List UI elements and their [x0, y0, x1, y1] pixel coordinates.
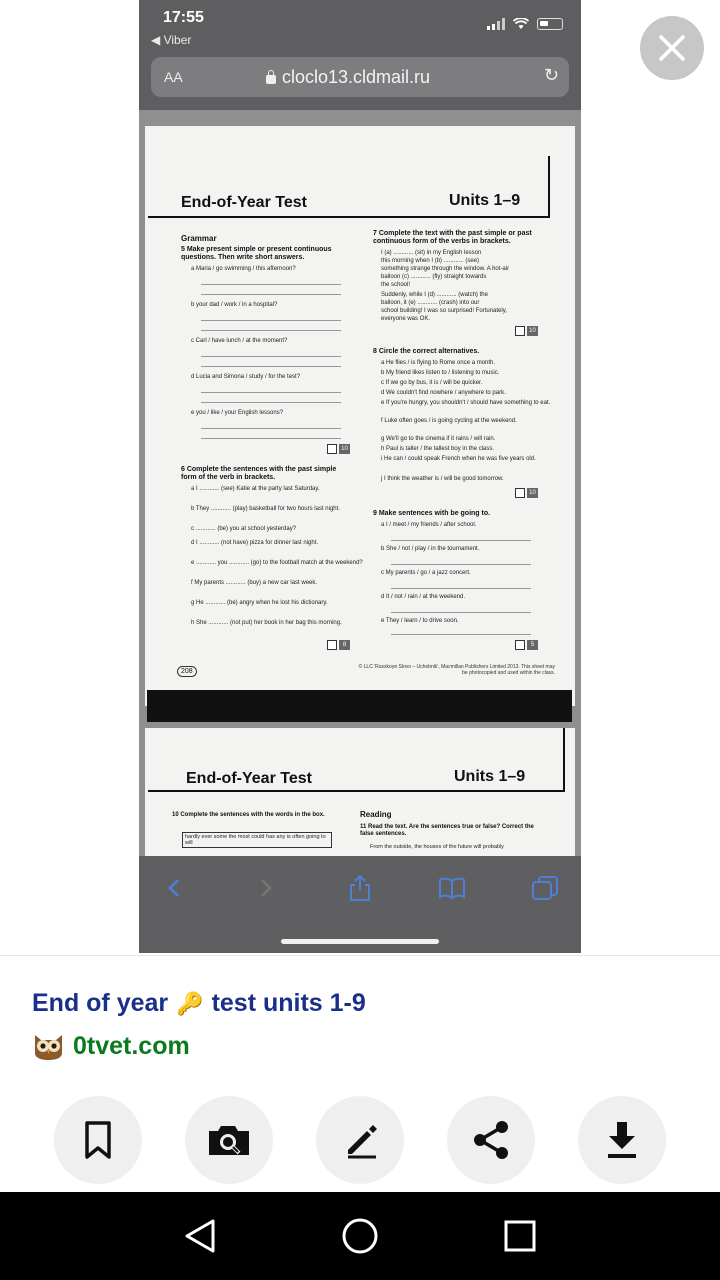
- sec7-line: Suddenly, while I (d) ............ (watch) the: [381, 292, 488, 298]
- source-text: 0tvet.com: [73, 1031, 190, 1060]
- sec5-item: a Maria / go swimming / this afternoon?: [191, 266, 296, 272]
- status-icons: [487, 18, 563, 30]
- sec9-item: a I / meet / my friends / after school.: [381, 522, 477, 528]
- image-info-panel: [0, 956, 720, 1192]
- document-area: [139, 110, 581, 856]
- worksheet-page: [145, 126, 575, 706]
- doc-title-2: End-of-Year Test: [186, 770, 312, 787]
- word-box: hardly ever some the most could has any is often going to will: [182, 832, 332, 848]
- download-button[interactable]: [578, 1096, 666, 1184]
- tabs-icon: [530, 873, 560, 903]
- sec7-line: balloon (c) ............ (fly) straight towards: [381, 274, 487, 280]
- page-gap: [147, 690, 572, 722]
- doc-units-2: Units 1–9: [454, 768, 526, 785]
- sec8-item: i He can / could speak French when he was five years old.: [381, 456, 536, 462]
- sec7-line: the school!: [381, 282, 411, 288]
- book-icon: [437, 873, 467, 903]
- sec7-line: I (a) ............ (sit) in my English lesson: [381, 250, 482, 256]
- doc-units: Units 1–9: [449, 192, 521, 209]
- edit-button[interactable]: [316, 1096, 404, 1184]
- lock-icon: [266, 75, 276, 84]
- android-back-button[interactable]: [178, 1214, 222, 1258]
- url-text-row: [266, 67, 430, 88]
- text-size-label: AA: [164, 69, 183, 85]
- score-box: [515, 326, 525, 336]
- page-number: 208: [177, 666, 197, 677]
- section6-head: 6 Complete the sentences with the past simple form of the verb in brackets.: [181, 466, 337, 482]
- score-box: [515, 488, 525, 498]
- section10-head: 10 Complete the sentences with the words in the box.: [172, 812, 325, 818]
- android-recents-button[interactable]: [498, 1214, 542, 1258]
- share-button[interactable]: [447, 1096, 535, 1184]
- action-row: [54, 1096, 666, 1184]
- section11-head: 11 Read the text. Are the sentences true or false? Correct the false sentences.: [360, 824, 534, 837]
- worksheet-page-2: [145, 728, 575, 868]
- status-time: 17:55: [163, 9, 204, 26]
- sec5-item: b your dad / work / in a hospital?: [191, 302, 278, 308]
- sec8-item: a He flies / is flying to Rome once a month.: [381, 360, 496, 366]
- reload-icon: ↻: [543, 65, 559, 85]
- sec5-item: e you / like / your English lessons?: [191, 410, 284, 416]
- sec9-item: b She / not / play / in the tournament.: [381, 546, 480, 552]
- title-text-2: test units 1-9: [211, 989, 366, 1017]
- sec6-item: a I ............ (see) Katie at the party last Saturday.: [191, 486, 320, 492]
- back-to-app: ◀ Viber: [151, 33, 192, 47]
- sec9-item: d It / not / rain / at the weekend.: [381, 594, 466, 600]
- score-value: 8: [339, 640, 350, 650]
- reading-label: Reading: [360, 810, 392, 819]
- home-indicator: [281, 939, 439, 944]
- sec7-line: balloon, it (e) ............ (crash) into our: [381, 300, 480, 306]
- wifi-icon: [513, 18, 529, 30]
- score-value: 5: [527, 640, 538, 650]
- sec6-item: f My parents ............ (buy) a new car last week.: [191, 580, 318, 586]
- image-search-button[interactable]: [185, 1096, 273, 1184]
- image-title[interactable]: [32, 989, 366, 1018]
- sec6-item: d I ............ (not have) pizza for dinner last night.: [191, 540, 319, 546]
- sec7-line: school building! I was so surprised! Fortunately,: [381, 308, 507, 314]
- signal-icon: [487, 18, 505, 30]
- android-home-button[interactable]: [338, 1214, 382, 1258]
- section7-head: 7 Complete the text with the past simple or past continuous form of the verbs in brackets.: [373, 230, 532, 246]
- sec6-item: g He ............ (be) angry when he lost his dictionary.: [191, 600, 328, 606]
- owl-logo-icon: [32, 1031, 65, 1061]
- score-value: 10: [527, 326, 538, 336]
- score-box: [515, 640, 525, 650]
- score-value: 10: [339, 444, 350, 454]
- sec5-item: d Lucia and Simona / study / for the test?: [191, 374, 301, 380]
- sec6-item: b They ............ (play) basketball for two hours last night.: [191, 506, 340, 512]
- sec7-line: something strange through the window. A hot-air: [381, 266, 510, 272]
- section9-head: 9 Make sentences with be going to.: [373, 510, 491, 517]
- download-icon: [605, 1120, 639, 1160]
- triangle-back-icon: [183, 1218, 217, 1254]
- battery-icon: [537, 18, 563, 30]
- sec8-item: g We'll go to the cinema if it rains / will rain.: [381, 436, 496, 442]
- grammar-label: Grammar: [181, 234, 217, 243]
- ios-browser-toolbar: [139, 856, 581, 953]
- pencil-icon: [340, 1120, 380, 1160]
- screenshot-image[interactable]: [139, 0, 581, 953]
- sec8-item: e If you're hungry, you shouldn't / should have something to eat.: [381, 400, 551, 406]
- ios-share-icon: [345, 873, 375, 903]
- sec9-item: e They / learn / to drive soon.: [381, 618, 459, 624]
- sec9-item: c My parents / go / a jazz concert.: [381, 570, 471, 576]
- copyright: © LLC 'Russkoye Slovo – Uchebnik', Macmillan Publishers Limited 2013. This sheet may be photocopied and used within the class.: [358, 664, 555, 676]
- sec6-item: c ............ (be) you at school yesterday?: [191, 526, 297, 532]
- sec7-line: everyone was OK.: [381, 316, 431, 322]
- title-text-1: End of year: [32, 989, 169, 1017]
- section5-head: 5 Make present simple or present continuous questions. Then write short answers.: [181, 246, 332, 262]
- ios-browser-top: [139, 0, 581, 110]
- sec7-line: this morning when I (b) ............ (see): [381, 258, 480, 264]
- bookmark-button[interactable]: [54, 1096, 142, 1184]
- sec8-item: j I think the weather is / will be good tomorrow.: [381, 476, 504, 482]
- score-value: 10: [527, 488, 538, 498]
- sec8-item: c If we go by bus, it is / will be quicker.: [381, 380, 483, 386]
- sec8-item: d We couldn't find nowhere / anywhere to park.: [381, 390, 506, 396]
- bookmark-icon: [83, 1120, 113, 1160]
- close-button[interactable]: [640, 16, 704, 80]
- close-icon: [657, 33, 687, 63]
- circle-home-icon: [341, 1217, 379, 1255]
- chevron-left-icon: [159, 873, 189, 903]
- share-icon: [471, 1119, 511, 1161]
- score-box: [327, 640, 337, 650]
- square-recents-icon: [503, 1219, 537, 1253]
- sec8-item: h Paul is taller / the tallest boy in the class.: [381, 446, 495, 452]
- sec6-item: h She ............ (not put) her book in her bag this morning.: [191, 620, 342, 626]
- chevron-right-icon: [251, 873, 281, 903]
- sec8-item: b My friend likes listen to / listening to music.: [381, 370, 500, 376]
- doc-title: End-of-Year Test: [181, 194, 307, 211]
- url-text: cloclo13.cldmail.ru: [282, 67, 431, 87]
- score-box: [327, 444, 337, 454]
- android-navigation-bar: [0, 1192, 720, 1280]
- sec8-item: f Luke often goes / is going cycling at the weekend.: [381, 418, 517, 424]
- reading-text: From the outside, the houses of the future will probably: [370, 844, 504, 850]
- sec5-item: c Carl / have lunch / at the moment?: [191, 338, 288, 344]
- image-source[interactable]: [32, 1031, 190, 1061]
- url-bar: [151, 57, 569, 97]
- section8-head: 8 Circle the correct alternatives.: [373, 348, 480, 355]
- key-emoji-icon: 🔑: [176, 990, 204, 1016]
- camera-search-icon: [206, 1122, 252, 1158]
- sec6-item: e ............ you ............ (go) to the football match at the weekend?: [191, 560, 363, 566]
